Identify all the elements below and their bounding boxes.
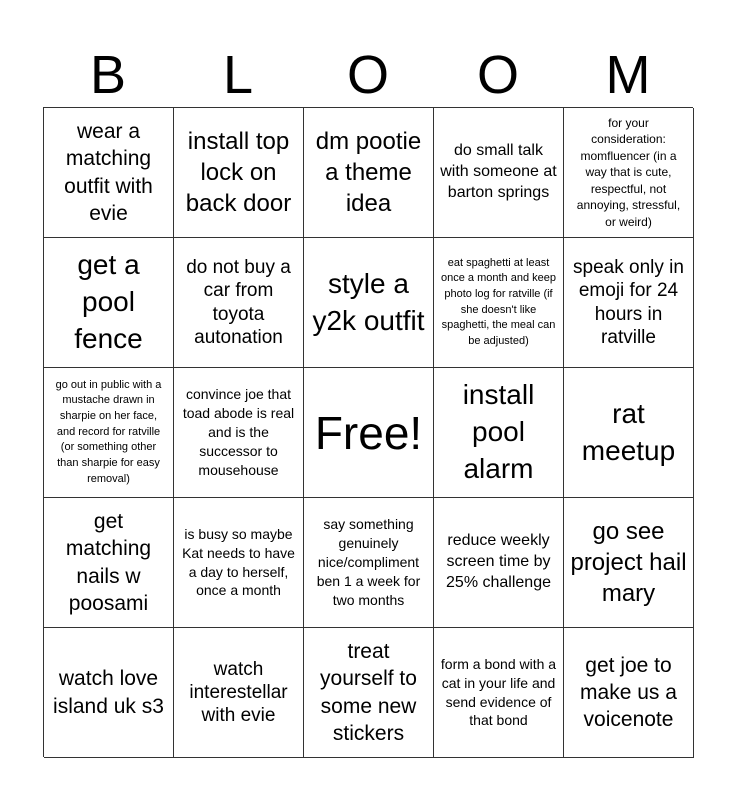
bingo-cell-15[interactable]: [564, 368, 694, 498]
title-letter-o: O: [346, 45, 389, 105]
cell-text: go see project hail mary: [570, 517, 687, 608]
cell-text: get joe to make us a voicenote: [580, 653, 677, 732]
cell-text: do not buy a car from toyota autonation: [186, 257, 291, 348]
cell-text: dm pootie a theme idea: [315, 127, 422, 218]
bingo-cell-free[interactable]: [304, 368, 434, 498]
cell-text: watch love island uk s3: [53, 667, 164, 718]
bingo-cell-23[interactable]: [304, 628, 434, 758]
free-space-text: Free!: [314, 406, 423, 459]
cell-text: treat yourself to some new stickers: [320, 639, 417, 745]
bingo-cell-19[interactable]: [434, 498, 564, 628]
bingo-cell-3[interactable]: [304, 108, 434, 238]
bingo-cell-6[interactable]: [44, 238, 174, 368]
bingo-cell-20[interactable]: [564, 498, 694, 628]
cell-text: for your consideration: momfluencer (in a way that is cute, respectful, not annoying, stressful, or weird): [576, 115, 681, 229]
bingo-card: [43, 107, 693, 757]
bingo-cell-24[interactable]: [434, 628, 564, 758]
bingo-cell-21[interactable]: [44, 628, 174, 758]
cell-text: rat meetup: [581, 397, 676, 466]
cell-text: wear a matching outfit with evie: [64, 119, 153, 225]
cell-text: speak only in emoji for 24 hours in ratville: [573, 257, 684, 348]
bingo-cell-12[interactable]: [174, 368, 304, 498]
title-letter-b: B: [89, 45, 127, 105]
bingo-cell-17[interactable]: [174, 498, 304, 628]
bingo-cell-5[interactable]: [564, 108, 694, 238]
cell-text: get a pool fence: [74, 249, 143, 354]
bingo-cell-9[interactable]: [434, 238, 564, 368]
cell-text: watch interestellar with evie: [189, 658, 288, 727]
bingo-cell-22[interactable]: [174, 628, 304, 758]
bingo-cell-25[interactable]: [564, 628, 694, 758]
bingo-cell-1[interactable]: [44, 108, 174, 238]
cell-text: say something genuinely nice/compliment ben 1 a week for two months: [316, 516, 421, 608]
bingo-cell-7[interactable]: [174, 238, 304, 368]
bingo-cell-4[interactable]: [434, 108, 564, 238]
bingo-cell-10[interactable]: [564, 238, 694, 368]
bingo-cell-2[interactable]: [174, 108, 304, 238]
title-letter-l: L: [222, 45, 254, 105]
cell-text: eat spaghetti at least once a month and keep photo log for ratville (if she doesn't like spaghetti, the meal can be adjusted): [441, 256, 556, 347]
cell-text: go out in public with a mustache drawn in sharpie on her face, and record for ratville (or something other than sharpie for easy removal): [55, 378, 162, 485]
bingo-cell-11[interactable]: [44, 368, 174, 498]
bingo-title: [43, 42, 693, 108]
cell-text: do small talk with someone at barton springs: [440, 142, 557, 201]
title-letter-m: M: [605, 45, 651, 105]
cell-text: reduce weekly screen time by 25% challenge: [446, 532, 551, 591]
cell-text: convince joe that toad abode is real and is the successor to mousehouse: [182, 386, 295, 478]
cell-text: install top lock on back door: [185, 127, 292, 218]
bingo-cell-14[interactable]: [434, 368, 564, 498]
cell-text: is busy so maybe Kat needs to have a day to herself, once a month: [182, 525, 295, 599]
bingo-cell-8[interactable]: [304, 238, 434, 368]
bingo-cell-18[interactable]: [304, 498, 434, 628]
bingo-cell-16[interactable]: [44, 498, 174, 628]
cell-text: style a y2k outfit: [312, 267, 425, 336]
cell-text: install pool alarm: [462, 379, 535, 484]
cell-text: get matching nails w poosami: [65, 509, 152, 615]
title-letter-o: O: [476, 45, 519, 105]
cell-text: form a bond with a cat in your life and send evidence of that bond: [440, 655, 557, 729]
